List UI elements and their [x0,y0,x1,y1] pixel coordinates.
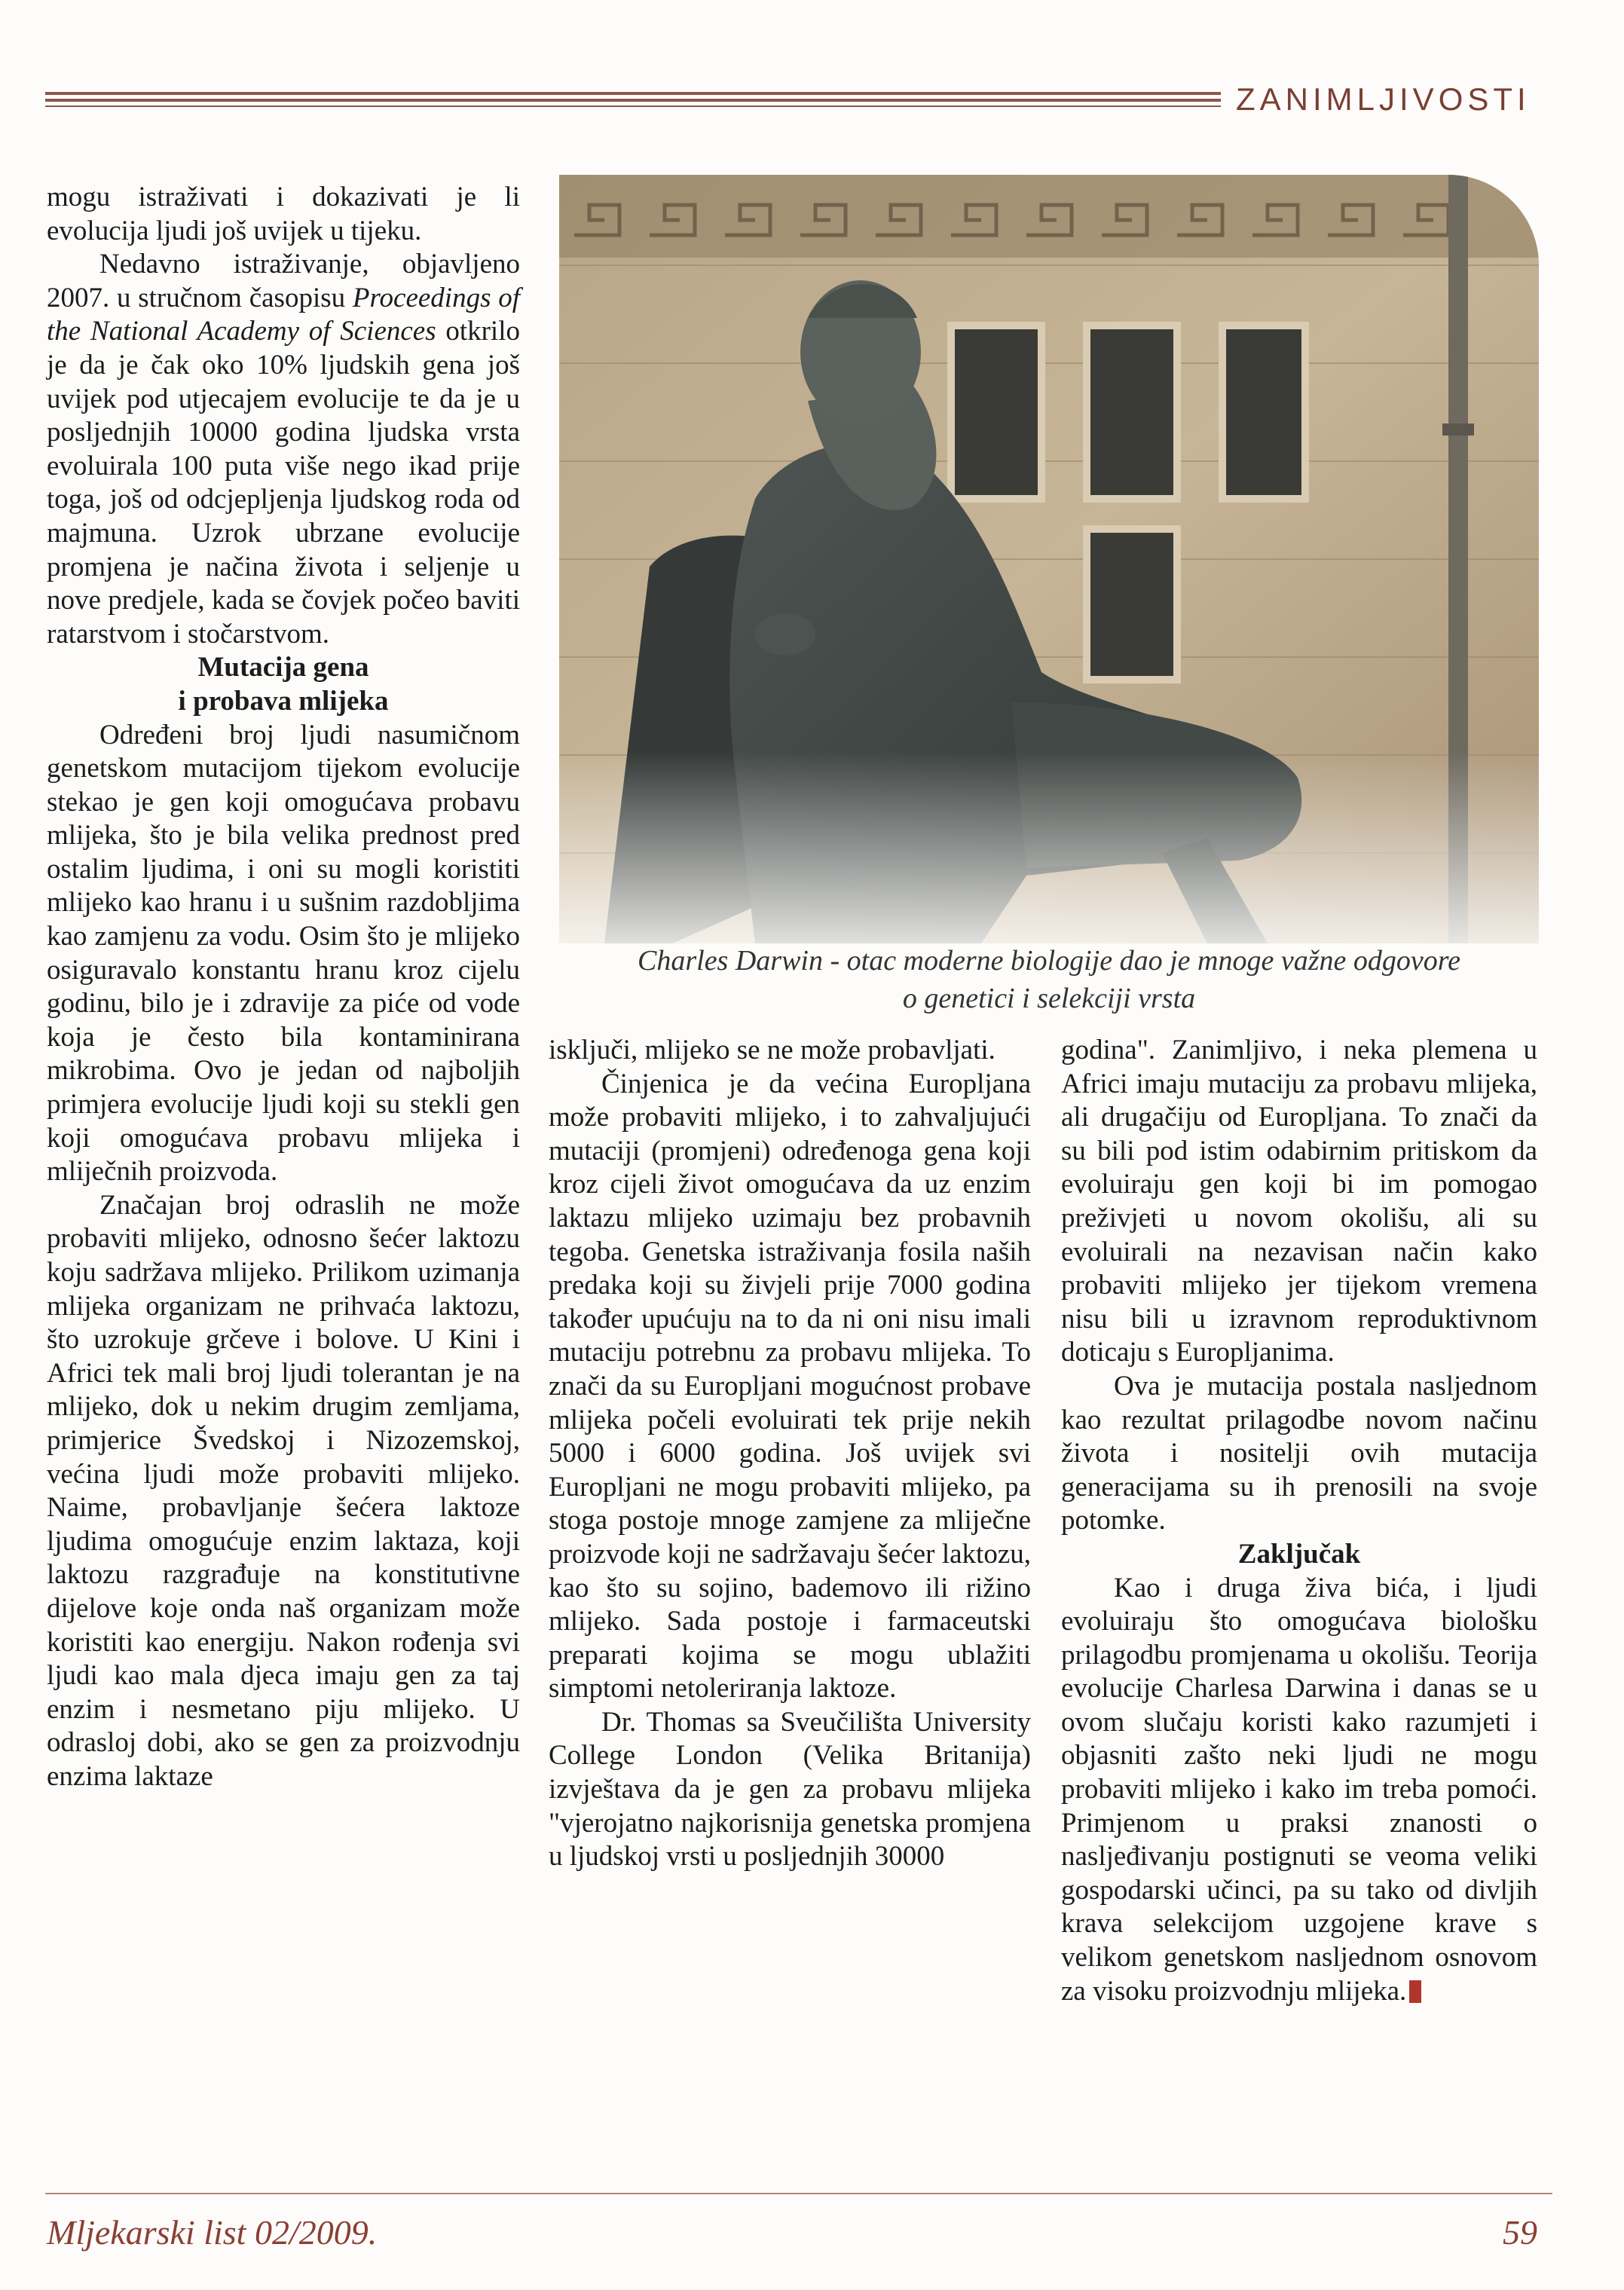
paragraph: Činjenica je da većina Europljana može probaviti mlijeko, i to zahvaljujući mutaciji (promjeni) određenoga gena koji kroz cijeli život omogućava da uz enzim laktazu mlijeko uzimaju bez probavnih tegoba. Genetska istraživanja fosila naših predaka koji su živjeli prije 7000 godina također upućuju na to da ni oni nisu imali mutaciju potrebnu za probavu mlijeka. To znači da su Europljani mogućnost probave mlijeka počeli evoluirati tek prije nekih 5000 i 6000 godina. Još uvijek svi Europljani ne mogu probaviti mlijeko, pa stoga postoje mnoge zamjene za mliječne proizvode koji ne sadržavaju šećer laktozu, kao što su sojino, bademovo ili rižino mlijeko. Sada postoje i farmaceutski preparati kojima se mogu ublažiti simptomi netoleriranja laktoze. [549,1068,1031,1705]
journal-title: Proceedings of the National Academy of Sciences [47,282,520,347]
paragraph: mogu istraživati i dokazivati je li evolucija ljudi još uvijek u tijeku. [47,182,520,246]
footer-rule [45,2193,1552,2194]
section-heading: Zaključak [1237,1538,1361,1570]
photo-caption: Charles Darwin - otac moderne biologije dao je mnoge važne odgovore o genetici i selekciji vrsta [638,945,1460,1014]
section-title: ZANIMLJIVOSTI [1236,81,1531,117]
page-number: 59 [1503,2213,1537,2252]
paragraph: Određeni broj ljudi nasumičnom genetskom mutacijom tijekom evolucije stekao je gen koji omogućava probavu mlijeka, što je bila velika prednost pred ostalim ljudima, i oni su mogli koristiti mlijeko kao hranu i u sušnim razdobljima kao zamjenu za vodu. Osim što je mlijeko osiguravalo konstantu hranu kroz cijelu godinu, bilo je i zdravije za piće od vode koja je često bila kontaminirana mikrobima. Ovo je jedan od najboljih primjera evolucije ljudi koji su stekli gen koji omogućava probavu mlijeka i mliječnih proizvoda. [47,719,520,1188]
text-column-3 [1061,1034,1537,2008]
paragraph: Ova je mutacija postala nasljednom kao rezultat prilagodbe novom načinu života i nositelji ovih mutacija generacijama su ih prenosili na svoje potomke. [1061,1370,1537,1536]
section-heading: Mutacija gena i probava mlijeka [178,652,389,717]
end-of-article-mark [1409,1980,1421,2003]
text-column-1 [47,181,520,1794]
paragraph: Značajan broj odraslih ne može probaviti mlijeko, odnosno šećer laktozu koju sadržava mlijeko. Prilikom uzimanja mlijeka organizam ne prihvaća laktozu, što uzrokuje grčeve i bolove. U Kini i Africi tek mali broj ljudi tolerantan je na mlijeko, dok u nekim drugim zemljama, primjerice Švedskoj i Nizozemskoj, većina ljudi može probaviti mlijeko. Naime, probavljanje šećera laktoze ljudima omogućuje enzim laktaza, koji laktozu razgrađuje na konstitutivne dijelove koje onda naš organizam može koristiti kao energiju. Nakon rođenja svi ljudi kao mala djeca imaju gen za taj enzim i nesmetano piju mlijeko. U odrasloj dobi, ako se gen za proizvodnju enzima laktaze [47,1189,520,1792]
paragraph: Dr. Thomas sa Sveučilišta University College London (Velika Britanija) izvještava da je gen za probavu mlijeka "vjerojatno najkorisnija genetska promjena u ljudskoj vrsti u posljednjih 30000 [549,1706,1031,1873]
paragraph: Nedavno istraživanje, objavljeno 2007. u stručnom časopisu Proceedings of the National Academy of Sciences otkrilo je da je čak oko 10% ljudskih gena još uvijek pod utjecajem evolucije te da je u posljednjih 10000 godina ljudska vrsta evoluirala 100 puta više nego ikad prije toga, još od odcjepljenja ljudskog roda od majmuna. Uzrok ubrzane evolucije promjena je načina života i seljenje u nove predjele, kada se čovjek počeo baviti ratarstvom i stočarstvom. [47,249,520,650]
text-column-2 [549,1034,1031,1874]
paragraph: godina". Zanimljivo, i neka plemena u Africi imaju mutaciju za probavu mlijeka, ali drugačiju od Europljana. To znači da su bili pod istim odabirnim pritiskom da evoluiraju gen koji bi im pomogao preživjeti u novom okolišu, ali su evoluirali na nezavisan način kako probaviti mlijeko jer tijekom vremena nisu bili u izravnom reproduktivnom doticaju s Europljanima. [1061,1035,1537,1368]
publication-name: Mljekarski list 02/2009. [47,2213,378,2252]
paragraph: Kao i druga živa bića, i ljudi evoluiraju što omogućava biološku prilagodbu promjenama u okolišu. Teorija evolucije Charlesa Darwina i danas se u ovom slučaju koristi kako razumjeti i objasniti zašto neki ljudi ne mogu probaviti mlijeko i kako im treba pomoći. Primjenom u praksi znanosti o nasljeđivanju postignuti se veoma veliki gospodarski učinci, pa su tako od divljih krava selekcijom uzgojene krave s velikom genetskom nasljednom osnovom za visoku proizvodnju mlijeka. [1061,1572,1537,2007]
header-rule [45,92,1221,111]
statue-image [559,175,1539,943]
darwin-statue-photo [559,175,1539,943]
paragraph: isključi, mlijeko se ne može probavljati. [549,1035,996,1066]
